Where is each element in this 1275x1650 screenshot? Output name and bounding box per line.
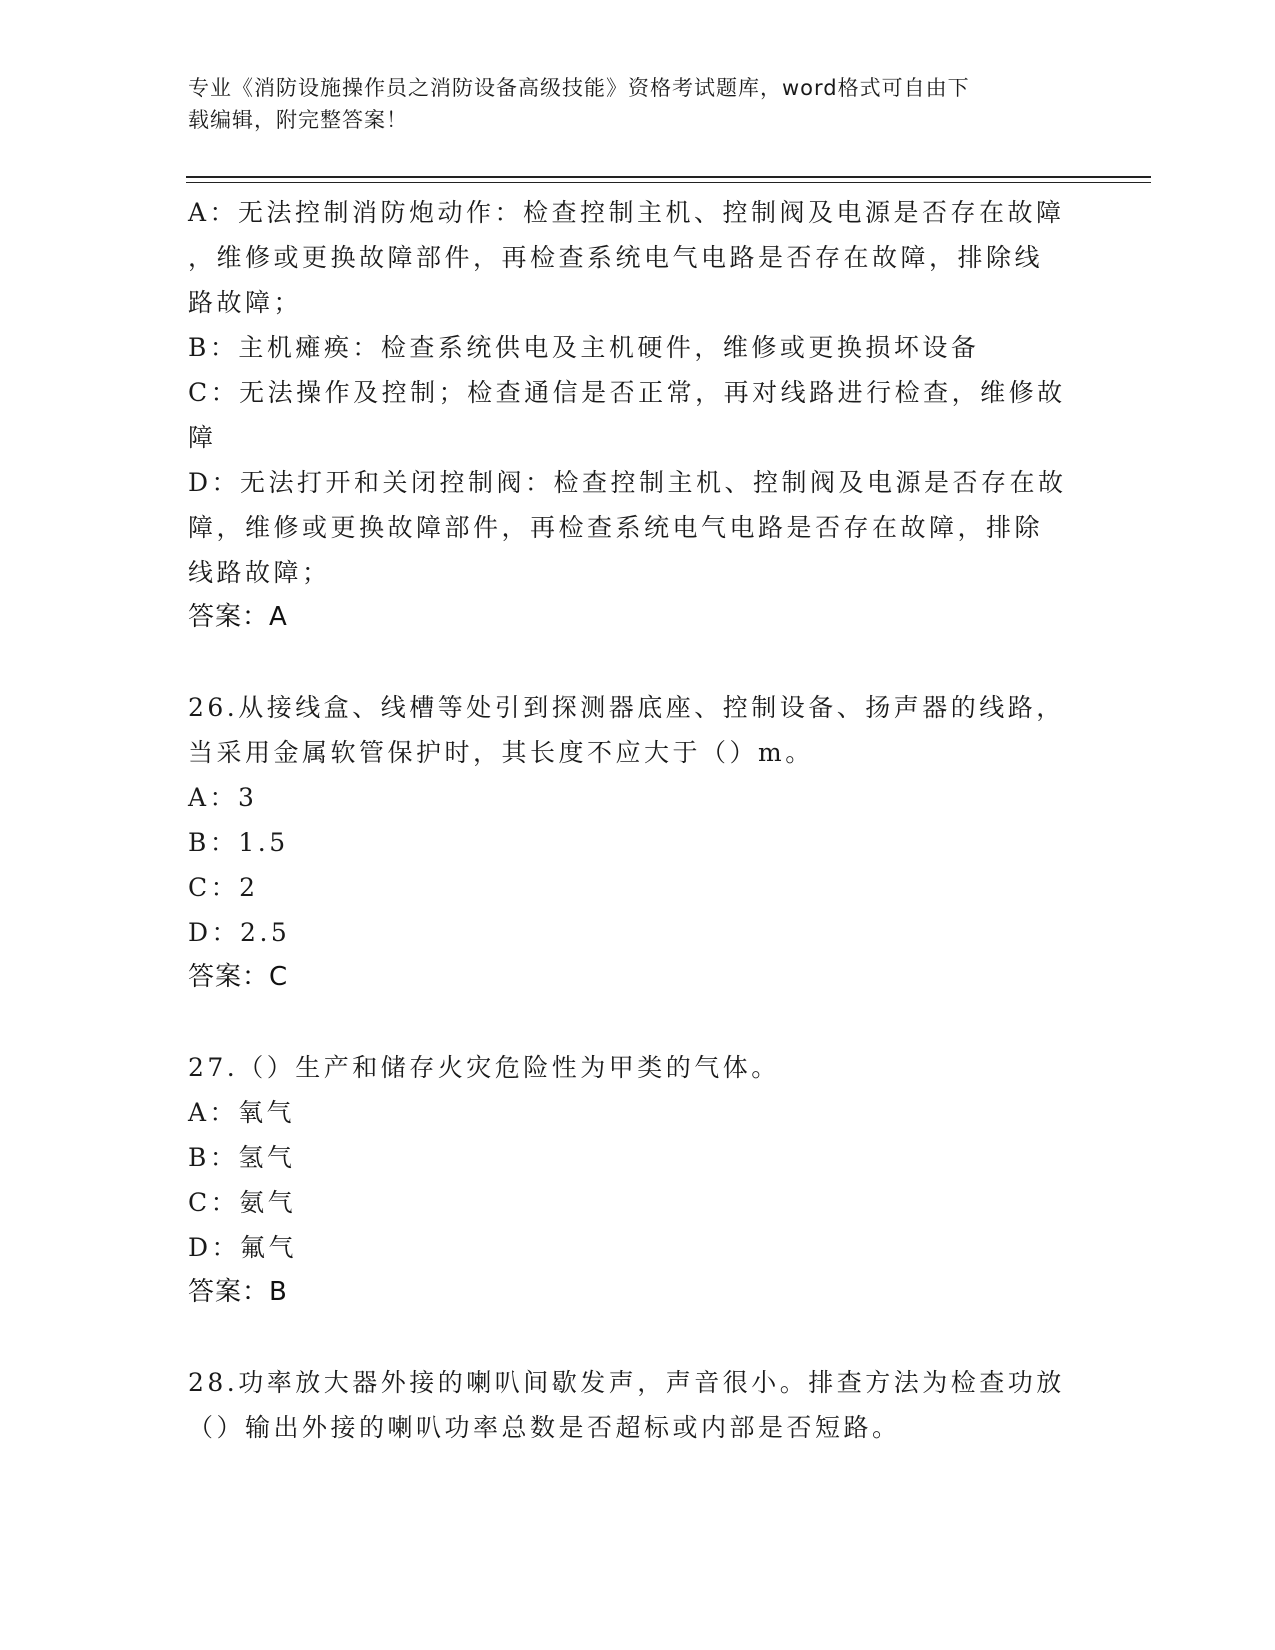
question-stem-line-2: 当采用金属软管保护时，其长度不应大于（）m。	[188, 738, 814, 767]
option-b: B：氢气	[188, 1143, 296, 1172]
option-a: A：3	[188, 783, 258, 812]
answer-25: 答案：A	[188, 602, 288, 632]
question-content	[188, 190, 1088, 1450]
question-27	[188, 1045, 1088, 1315]
header-divider-thin	[186, 182, 1151, 183]
question-28	[188, 1360, 1088, 1450]
question-stem: 27.（）生产和储存火灾危险性为甲类的气体。	[188, 1053, 780, 1082]
option-d-line-1: D：无法打开和关闭控制阀：检查控制主机、控制阀及电源是否存在故	[188, 468, 1067, 497]
spacer	[188, 1315, 1088, 1360]
option-c: C：氨气	[188, 1188, 297, 1217]
answer-26: 答案：C	[188, 962, 289, 992]
header-line-1: 专业《消防设施操作员之消防设备高级技能》资格考试题库，word格式可自由下	[188, 76, 970, 100]
answer-27: 答案：B	[188, 1277, 288, 1307]
question-stem-line-2: （）输出外接的喇叭功率总数是否超标或内部是否短路。	[188, 1413, 901, 1442]
option-d-line-3: 线路故障；	[188, 558, 331, 587]
option-c-line-1: C：无法操作及控制；检查通信是否正常，再对线路进行检查，维修故	[188, 378, 1066, 407]
spacer	[188, 640, 1088, 685]
option-a-line-2: ，维修或更换故障部件，再检查系统电气电路是否存在故障，排除线	[188, 243, 1044, 272]
option-d: D：氟气	[188, 1233, 298, 1262]
question-stem-line-1: 26.从接线盒、线槽等处引到探测器底座、控制设备、扬声器的线路，	[188, 693, 1065, 722]
question-25	[188, 190, 1088, 640]
question-26	[188, 685, 1088, 1000]
option-a-line-3: 路故障；	[188, 288, 303, 317]
header-divider-thick	[186, 176, 1151, 178]
option-d: D：2.5	[188, 918, 291, 947]
question-stem-line-1: 28.功率放大器外接的喇叭间歇发声，声音很小。排查方法为检查功放	[188, 1368, 1065, 1397]
option-c: C：2	[188, 873, 259, 902]
option-b: B：主机瘫痪：检查系统供电及主机硬件，维修或更换损坏设备	[188, 333, 980, 362]
header-line-2: 载编辑，附完整答案！	[188, 108, 408, 132]
document-header	[188, 72, 1068, 136]
option-a-line-1: A：无法控制消防炮动作：检查控制主机、控制阀及电源是否存在故障	[188, 198, 1065, 227]
option-c-line-2: 障	[188, 423, 217, 452]
option-b: B：1.5	[188, 828, 289, 857]
spacer	[188, 1000, 1088, 1045]
option-a: A：氧气	[188, 1098, 296, 1127]
option-d-line-2: 障，维修或更换故障部件，再检查系统电气电路是否存在故障，排除	[188, 513, 1044, 542]
